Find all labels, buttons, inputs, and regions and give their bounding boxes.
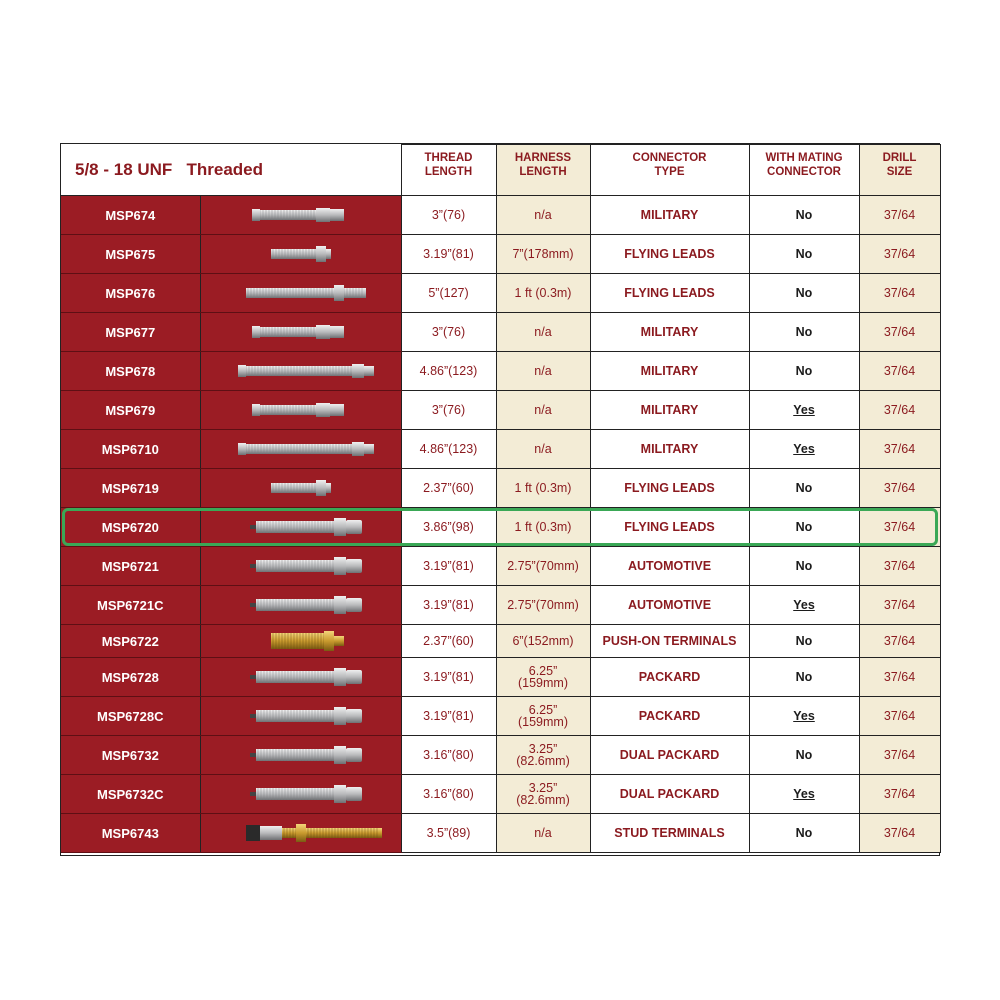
drill-size-value: 37/64 bbox=[859, 352, 940, 391]
harness-length-line: 3.25” bbox=[528, 742, 558, 756]
harness-length-line: (82.6mm) bbox=[516, 754, 570, 768]
spec-sheet bbox=[60, 143, 940, 856]
part-image-cell bbox=[200, 736, 401, 775]
connector-type-value: PUSH-ON TERMINALS bbox=[590, 625, 749, 658]
mating-connector-value bbox=[749, 586, 859, 625]
brass-sensor-icon bbox=[216, 628, 386, 654]
spec-table bbox=[61, 144, 941, 853]
part-image-cell bbox=[200, 658, 401, 697]
mating-connector-value bbox=[749, 508, 859, 547]
mating-connector-value bbox=[749, 274, 859, 313]
thread-length-value: 3.19”(81) bbox=[401, 235, 496, 274]
part-image-cell bbox=[200, 313, 401, 352]
part-number: MSP679 bbox=[61, 391, 200, 430]
part-number: MSP676 bbox=[61, 274, 200, 313]
table-row bbox=[61, 775, 940, 814]
connector-type-value: AUTOMOTIVE bbox=[590, 547, 749, 586]
part-image-cell bbox=[200, 430, 401, 469]
mating-connector-text: No bbox=[795, 364, 813, 378]
harness-length-line: 3.25” bbox=[528, 781, 558, 795]
table-row bbox=[61, 625, 940, 658]
part-number: MSP6721C bbox=[61, 586, 200, 625]
drill-size-value: 37/64 bbox=[859, 469, 940, 508]
drill-size-value: 37/64 bbox=[859, 814, 940, 853]
connector-type-value: FLYING LEADS bbox=[590, 274, 749, 313]
thread-length-value: 5”(127) bbox=[401, 274, 496, 313]
table-row bbox=[61, 313, 940, 352]
harness-length-value: 2.75”(70mm) bbox=[496, 586, 590, 625]
thread-length-value: 3”(76) bbox=[401, 391, 496, 430]
long-military-sensor-icon bbox=[216, 358, 386, 384]
threaded-sensor-icon bbox=[216, 703, 386, 729]
part-image-cell bbox=[200, 352, 401, 391]
thread-length-value: 4.86”(123) bbox=[401, 352, 496, 391]
part-image-cell bbox=[200, 814, 401, 853]
mating-connector-value bbox=[749, 391, 859, 430]
part-number: MSP6722 bbox=[61, 625, 200, 658]
mating-connector-text: No bbox=[795, 481, 813, 495]
threaded-sensor-icon bbox=[216, 781, 386, 807]
part-number: MSP6721 bbox=[61, 547, 200, 586]
part-number: MSP675 bbox=[61, 235, 200, 274]
harness-length-value: 1 ft (0.3m) bbox=[496, 274, 590, 313]
mating-connector-value bbox=[749, 775, 859, 814]
long-sensor-icon bbox=[216, 280, 386, 306]
connector-type-value: MILITARY bbox=[590, 196, 749, 235]
part-image-cell bbox=[200, 196, 401, 235]
mating-connector-value bbox=[749, 658, 859, 697]
drill-size-value: 37/64 bbox=[859, 625, 940, 658]
threaded-sensor-icon bbox=[216, 592, 386, 618]
drill-size-value: 37/64 bbox=[859, 391, 940, 430]
harness-length-value bbox=[496, 697, 590, 736]
harness-length-header: HARNESS LENGTH bbox=[496, 145, 590, 196]
connector-type-header: CONNECTOR TYPE bbox=[590, 145, 749, 196]
harness-length-line: (82.6mm) bbox=[516, 793, 570, 807]
table-title-cell bbox=[61, 145, 401, 196]
part-image-cell bbox=[200, 235, 401, 274]
drill-size-value: 37/64 bbox=[859, 274, 940, 313]
table-row bbox=[61, 814, 940, 853]
connector-type-value: MILITARY bbox=[590, 430, 749, 469]
part-number: MSP6728C bbox=[61, 697, 200, 736]
table-row bbox=[61, 274, 940, 313]
table-row bbox=[61, 235, 940, 274]
connector-type-value: PACKARD bbox=[590, 697, 749, 736]
drill-size-value: 37/64 bbox=[859, 430, 940, 469]
harness-length-value: 6”(152mm) bbox=[496, 625, 590, 658]
threaded-sensor-icon bbox=[216, 514, 386, 540]
drill-size-value: 37/64 bbox=[859, 235, 940, 274]
thread-length-value: 3”(76) bbox=[401, 196, 496, 235]
table-title: 5/8 - 18 UNF Threaded bbox=[75, 159, 263, 179]
threaded-sensor-icon bbox=[216, 742, 386, 768]
thread-length-header: THREAD LENGTH bbox=[401, 145, 496, 196]
part-image-cell bbox=[200, 697, 401, 736]
mating-connector-text: Yes bbox=[793, 709, 815, 723]
table-row bbox=[61, 586, 940, 625]
part-number: MSP6719 bbox=[61, 469, 200, 508]
part-number: MSP674 bbox=[61, 196, 200, 235]
connector-type-value: AUTOMOTIVE bbox=[590, 586, 749, 625]
part-number: MSP677 bbox=[61, 313, 200, 352]
mating-connector-value bbox=[749, 814, 859, 853]
harness-length-value bbox=[496, 736, 590, 775]
harness-length-value: n/a bbox=[496, 313, 590, 352]
mating-connector-text: Yes bbox=[793, 403, 815, 417]
mating-connector-text: No bbox=[795, 520, 813, 534]
part-image-cell bbox=[200, 469, 401, 508]
mating-connector-text: No bbox=[795, 208, 813, 222]
mating-connector-text: No bbox=[795, 247, 813, 261]
with-mating-connector-header: WITH MATING CONNECTOR bbox=[749, 145, 859, 196]
drill-size-value: 37/64 bbox=[859, 313, 940, 352]
table-row bbox=[61, 658, 940, 697]
part-number: MSP6743 bbox=[61, 814, 200, 853]
threaded-sensor-icon bbox=[216, 553, 386, 579]
threaded-sensor-icon bbox=[216, 664, 386, 690]
stud-terminal-sensor-icon bbox=[216, 820, 386, 846]
connector-type-value: DUAL PACKARD bbox=[590, 736, 749, 775]
part-number: MSP6732 bbox=[61, 736, 200, 775]
thread-length-value: 3.19”(81) bbox=[401, 697, 496, 736]
connector-type-value: FLYING LEADS bbox=[590, 469, 749, 508]
thread-length-value: 3.19”(81) bbox=[401, 547, 496, 586]
thread-length-value: 4.86”(123) bbox=[401, 430, 496, 469]
part-image-cell bbox=[200, 274, 401, 313]
thread-length-value: 3.19”(81) bbox=[401, 586, 496, 625]
drill-size-value: 37/64 bbox=[859, 586, 940, 625]
connector-type-value: DUAL PACKARD bbox=[590, 775, 749, 814]
harness-length-line: 6.25” bbox=[528, 703, 558, 717]
mating-connector-text: Yes bbox=[793, 787, 815, 801]
thread-length-value: 3.16”(80) bbox=[401, 736, 496, 775]
harness-length-value bbox=[496, 775, 590, 814]
mating-connector-text: No bbox=[795, 634, 813, 648]
table-row bbox=[61, 352, 940, 391]
header-row bbox=[61, 145, 940, 196]
part-image-cell bbox=[200, 391, 401, 430]
connector-type-value: MILITARY bbox=[590, 313, 749, 352]
part-image-cell bbox=[200, 586, 401, 625]
mating-connector-text: No bbox=[795, 325, 813, 339]
harness-length-line: (159mm) bbox=[517, 676, 568, 690]
table-row bbox=[61, 547, 940, 586]
part-image-cell bbox=[200, 547, 401, 586]
thread-length-value: 2.37”(60) bbox=[401, 625, 496, 658]
mating-connector-text: No bbox=[795, 559, 813, 573]
harness-length-value bbox=[496, 658, 590, 697]
mating-connector-text: No bbox=[795, 670, 813, 684]
harness-length-line: 6.25” bbox=[528, 664, 558, 678]
drill-size-value: 37/64 bbox=[859, 697, 940, 736]
harness-length-line: (159mm) bbox=[517, 715, 568, 729]
connector-type-value: MILITARY bbox=[590, 352, 749, 391]
drill-size-value: 37/64 bbox=[859, 547, 940, 586]
thread-length-value: 3.86”(98) bbox=[401, 508, 496, 547]
mating-connector-text: No bbox=[795, 826, 813, 840]
connector-type-value: FLYING LEADS bbox=[590, 508, 749, 547]
drill-size-value: 37/64 bbox=[859, 736, 940, 775]
part-number: MSP678 bbox=[61, 352, 200, 391]
harness-length-value: n/a bbox=[496, 352, 590, 391]
drill-size-value: 37/64 bbox=[859, 196, 940, 235]
table-body bbox=[61, 196, 940, 853]
mating-connector-value bbox=[749, 313, 859, 352]
military-sensor-icon bbox=[216, 319, 386, 345]
mating-connector-text: No bbox=[795, 286, 813, 300]
thread-length-value: 2.37”(60) bbox=[401, 469, 496, 508]
mating-connector-value bbox=[749, 235, 859, 274]
mating-connector-value bbox=[749, 430, 859, 469]
part-number: MSP6710 bbox=[61, 430, 200, 469]
thread-length-value: 3”(76) bbox=[401, 313, 496, 352]
mating-connector-text: Yes bbox=[793, 598, 815, 612]
harness-length-value: 1 ft (0.3m) bbox=[496, 508, 590, 547]
mating-connector-value bbox=[749, 736, 859, 775]
part-image-cell bbox=[200, 625, 401, 658]
table-row bbox=[61, 430, 940, 469]
harness-length-value: 2.75”(70mm) bbox=[496, 547, 590, 586]
table-row bbox=[61, 391, 940, 430]
harness-length-value: n/a bbox=[496, 814, 590, 853]
military-sensor-icon bbox=[216, 397, 386, 423]
drill-size-value: 37/64 bbox=[859, 658, 940, 697]
thread-length-value: 3.5”(89) bbox=[401, 814, 496, 853]
long-military-sensor-icon bbox=[216, 436, 386, 462]
mating-connector-value bbox=[749, 625, 859, 658]
harness-length-value: n/a bbox=[496, 391, 590, 430]
table-row bbox=[61, 736, 940, 775]
short-sensor-icon bbox=[216, 241, 386, 267]
thread-length-value: 3.19”(81) bbox=[401, 658, 496, 697]
drill-size-header: DRILL SIZE bbox=[859, 145, 940, 196]
mating-connector-value bbox=[749, 469, 859, 508]
mating-connector-value bbox=[749, 547, 859, 586]
harness-length-value: 1 ft (0.3m) bbox=[496, 469, 590, 508]
harness-length-value: n/a bbox=[496, 430, 590, 469]
part-number: MSP6728 bbox=[61, 658, 200, 697]
part-number: MSP6720 bbox=[61, 508, 200, 547]
table-row bbox=[61, 508, 940, 547]
harness-length-value: 7”(178mm) bbox=[496, 235, 590, 274]
mating-connector-value bbox=[749, 697, 859, 736]
mating-connector-value bbox=[749, 196, 859, 235]
short-sensor-icon bbox=[216, 475, 386, 501]
part-image-cell bbox=[200, 508, 401, 547]
part-number: MSP6732C bbox=[61, 775, 200, 814]
thread-length-value: 3.16”(80) bbox=[401, 775, 496, 814]
mating-connector-text: Yes bbox=[793, 442, 815, 456]
mating-connector-value bbox=[749, 352, 859, 391]
military-sensor-icon bbox=[216, 202, 386, 228]
mating-connector-text: No bbox=[795, 748, 813, 762]
table-row bbox=[61, 469, 940, 508]
connector-type-value: FLYING LEADS bbox=[590, 235, 749, 274]
connector-type-value: MILITARY bbox=[590, 391, 749, 430]
drill-size-value: 37/64 bbox=[859, 775, 940, 814]
drill-size-value: 37/64 bbox=[859, 508, 940, 547]
part-image-cell bbox=[200, 775, 401, 814]
connector-type-value: STUD TERMINALS bbox=[590, 814, 749, 853]
harness-length-value: n/a bbox=[496, 196, 590, 235]
table-row bbox=[61, 196, 940, 235]
connector-type-value: PACKARD bbox=[590, 658, 749, 697]
table-row bbox=[61, 697, 940, 736]
